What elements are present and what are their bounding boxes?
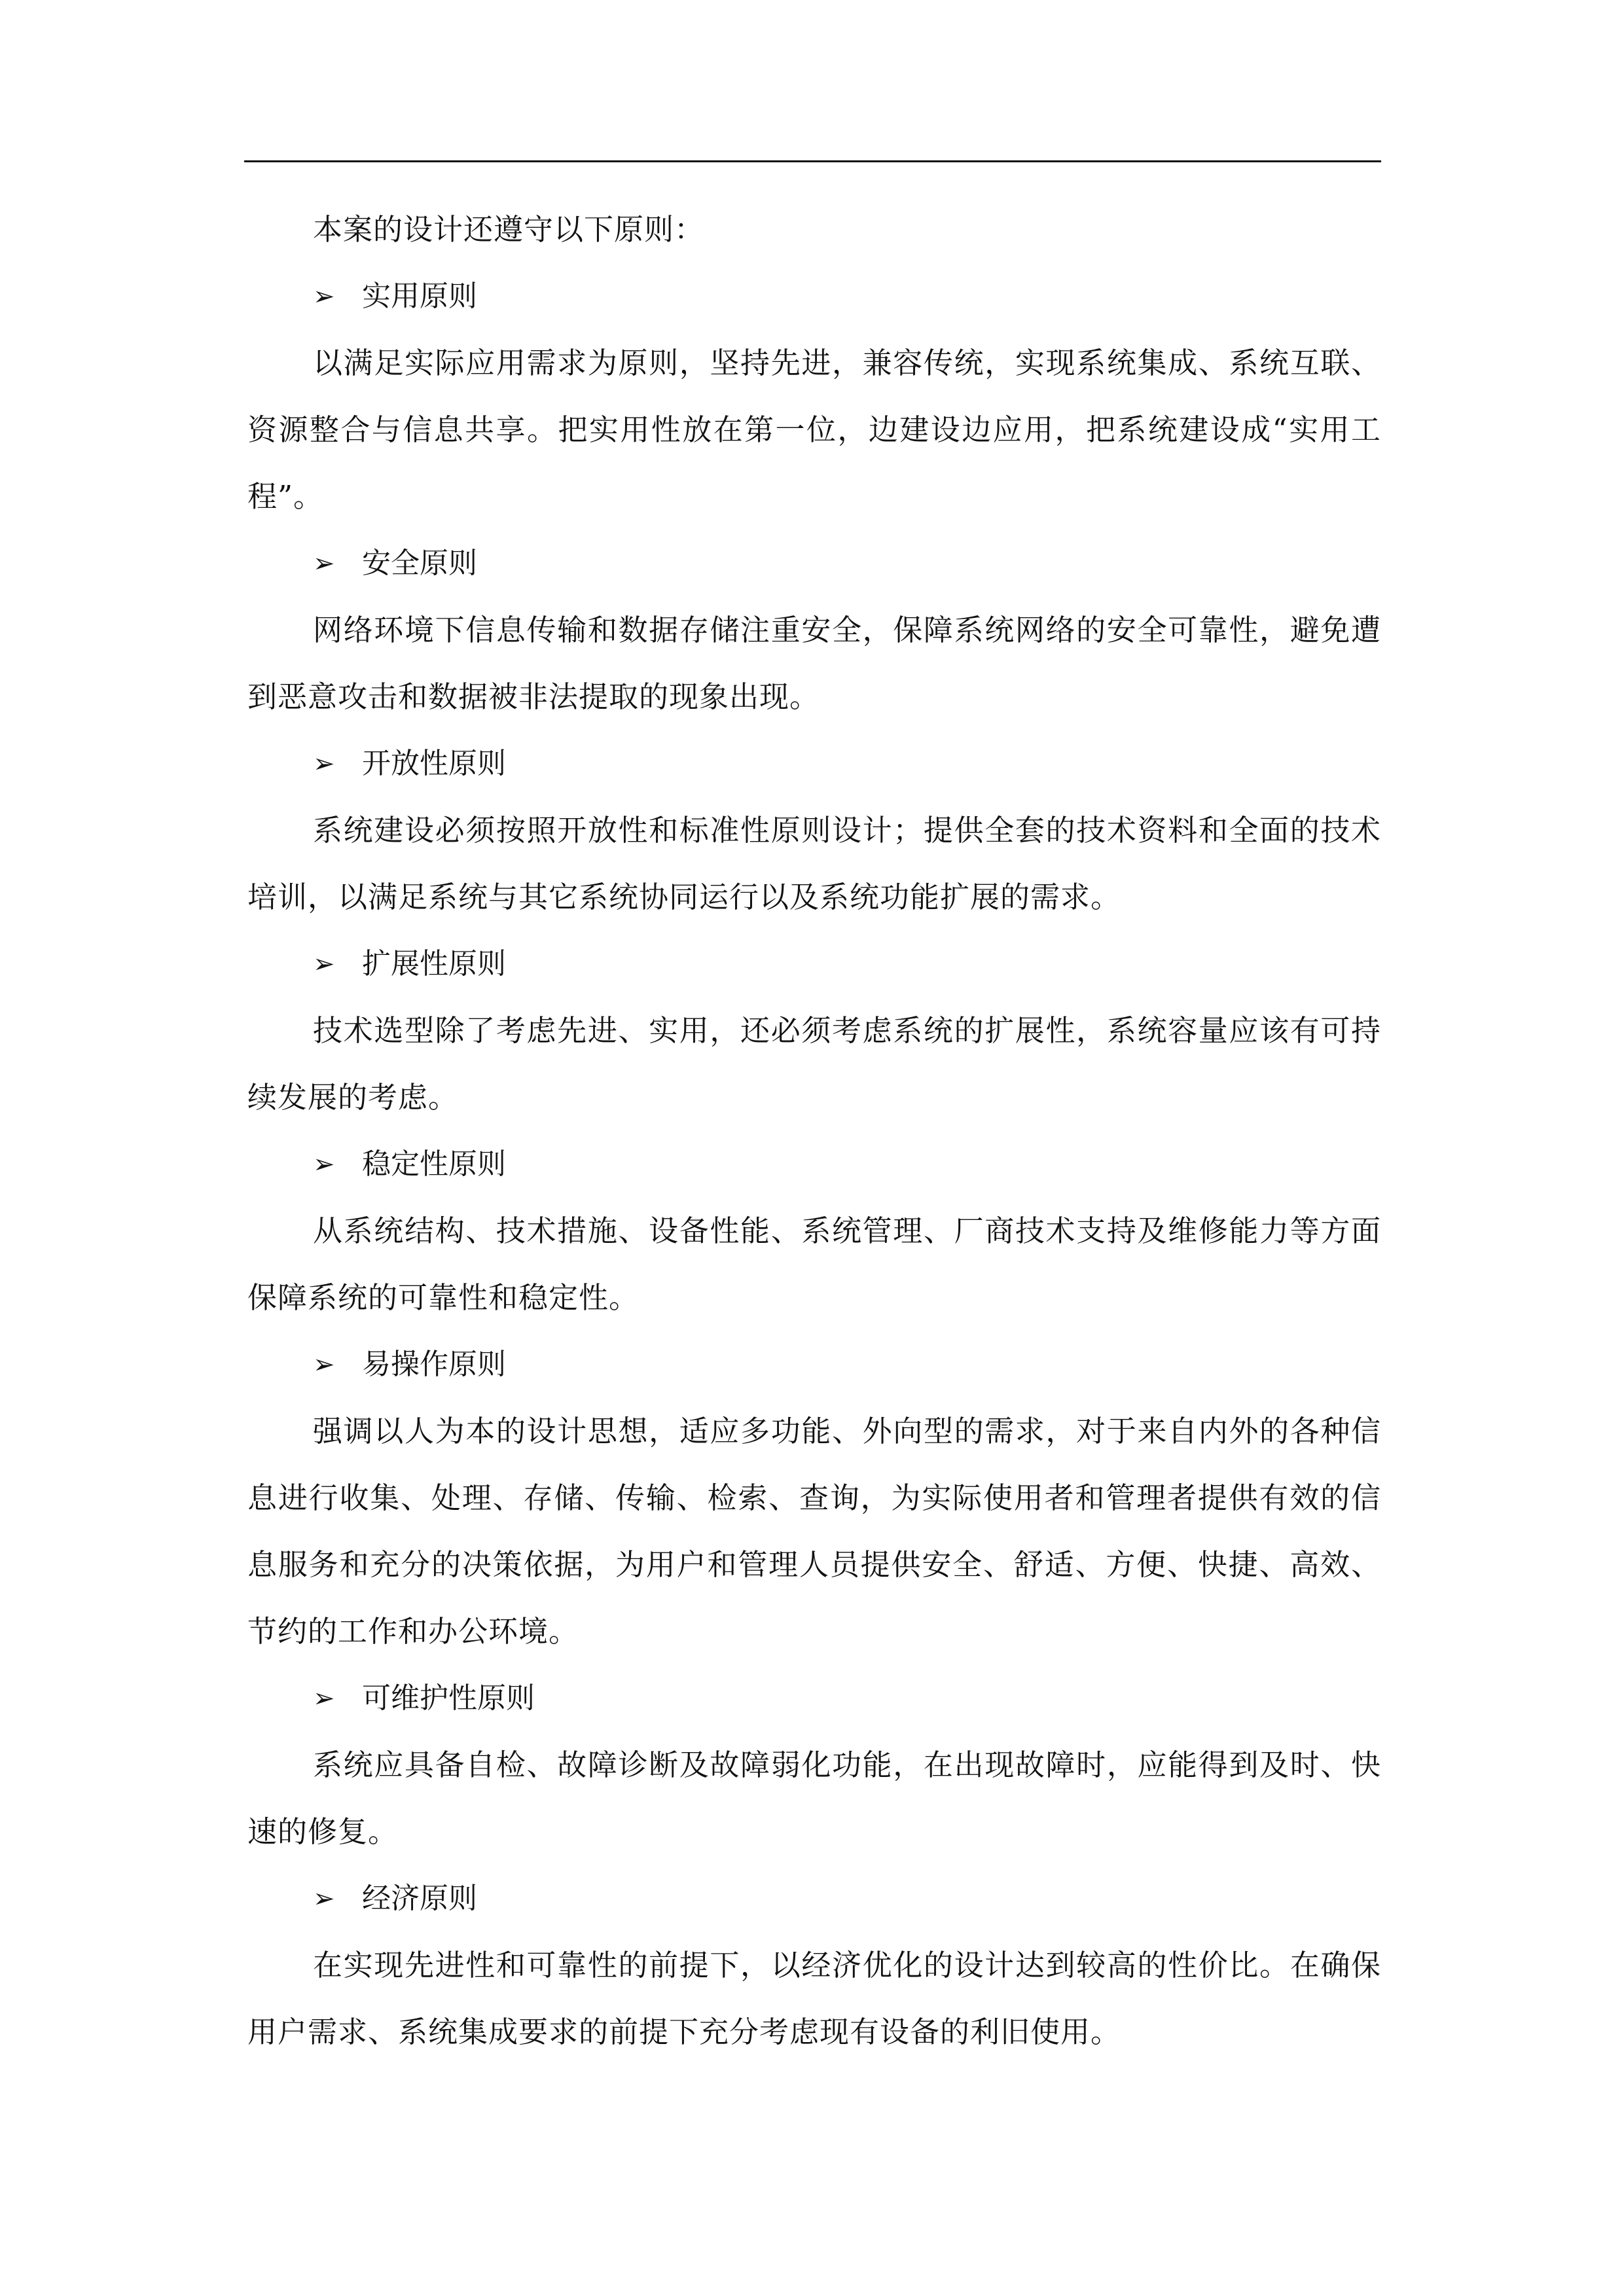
header-rule bbox=[244, 160, 1381, 162]
principle-title: 易操作原则 bbox=[362, 1348, 506, 1381]
arrow-bullet-icon: ➢ bbox=[313, 548, 335, 579]
document-body bbox=[247, 196, 1381, 2066]
arrow-bullet-icon: ➢ bbox=[313, 1683, 335, 1713]
principle-text-scalability: 技术选型除了考虑先进、实用，还必须考虑系统的扩展性，系统容量应该有可持续发展的考虑。 bbox=[247, 1013, 1381, 1115]
principle-text-practical: 以满足实际应用需求为原则，坚持先进，兼容传统，实现系统集成、系统互联、资源整合与信息共享。把实用性放在第一位，边建设边应用，把系统建设成“实用工程”。 bbox=[247, 346, 1381, 514]
principle-heading-stability bbox=[247, 1131, 1381, 1198]
arrow-bullet-icon: ➢ bbox=[313, 1350, 335, 1380]
principle-title: 经济原则 bbox=[362, 1882, 477, 1915]
arrow-bullet-icon: ➢ bbox=[313, 1884, 335, 1914]
principle-text-maintainability: 系统应具备自检、故障诊断及故障弱化功能，在出现故障时，应能得到及时、快速的修复。 bbox=[247, 1748, 1381, 1849]
principle-text-stability: 从系统结构、技术措施、设备性能、系统管理、厂商技术支持及维修能力等方面保障系统的可靠性和稳定性。 bbox=[247, 1213, 1381, 1315]
principle-text-security: 网络环境下信息传输和数据存储注重安全，保障系统网络的安全可靠性，避免遭到恶意攻击和数据被非法提取的现象出现。 bbox=[247, 613, 1381, 714]
arrow-bullet-icon: ➢ bbox=[313, 281, 335, 312]
principle-text-economy: 在实现先进性和可靠性的前提下，以经济优化的设计达到较高的性价比。在确保用户需求、系统集成要求的前提下充分考虑现有设备的利旧使用。 bbox=[247, 1948, 1381, 2049]
arrow-bullet-icon: ➢ bbox=[313, 949, 335, 979]
principle-heading-usability bbox=[247, 1331, 1381, 1398]
principle-title: 可维护性原则 bbox=[362, 1681, 535, 1715]
principle-heading-scalability bbox=[247, 931, 1381, 997]
principle-heading-openness bbox=[247, 730, 1381, 797]
arrow-bullet-icon: ➢ bbox=[313, 749, 335, 779]
principle-text-usability: 强调以人为本的设计思想，适应多功能、外向型的需求，对于来自内外的各种信息进行收集、处理、存储、传输、检索、查询，为实际使用者和管理者提供有效的信息服务和充分的决策依据，为用户和管理人员提供安全、舒适、方便、快捷、高效、节约的工作和办公环境。 bbox=[247, 1414, 1381, 1649]
principle-title: 扩展性原则 bbox=[362, 947, 506, 980]
intro-paragraph: 本案的设计还遵守以下原则： bbox=[313, 212, 705, 247]
principle-heading-security bbox=[247, 530, 1381, 597]
arrow-bullet-icon: ➢ bbox=[313, 1149, 335, 1179]
principle-title: 稳定性原则 bbox=[362, 1147, 506, 1181]
principle-heading-maintainability bbox=[247, 1665, 1381, 1732]
principle-title: 开放性原则 bbox=[362, 747, 506, 780]
principle-title: 实用原则 bbox=[362, 279, 477, 313]
principle-heading-economy bbox=[247, 1865, 1381, 1932]
principle-title: 安全原则 bbox=[362, 547, 477, 580]
principle-heading-practical bbox=[247, 263, 1381, 330]
principle-text-openness: 系统建设必须按照开放性和标准性原则设计；提供全套的技术资料和全面的技术培训，以满足系统与其它系统协同运行以及系统功能扩展的需求。 bbox=[247, 813, 1381, 914]
